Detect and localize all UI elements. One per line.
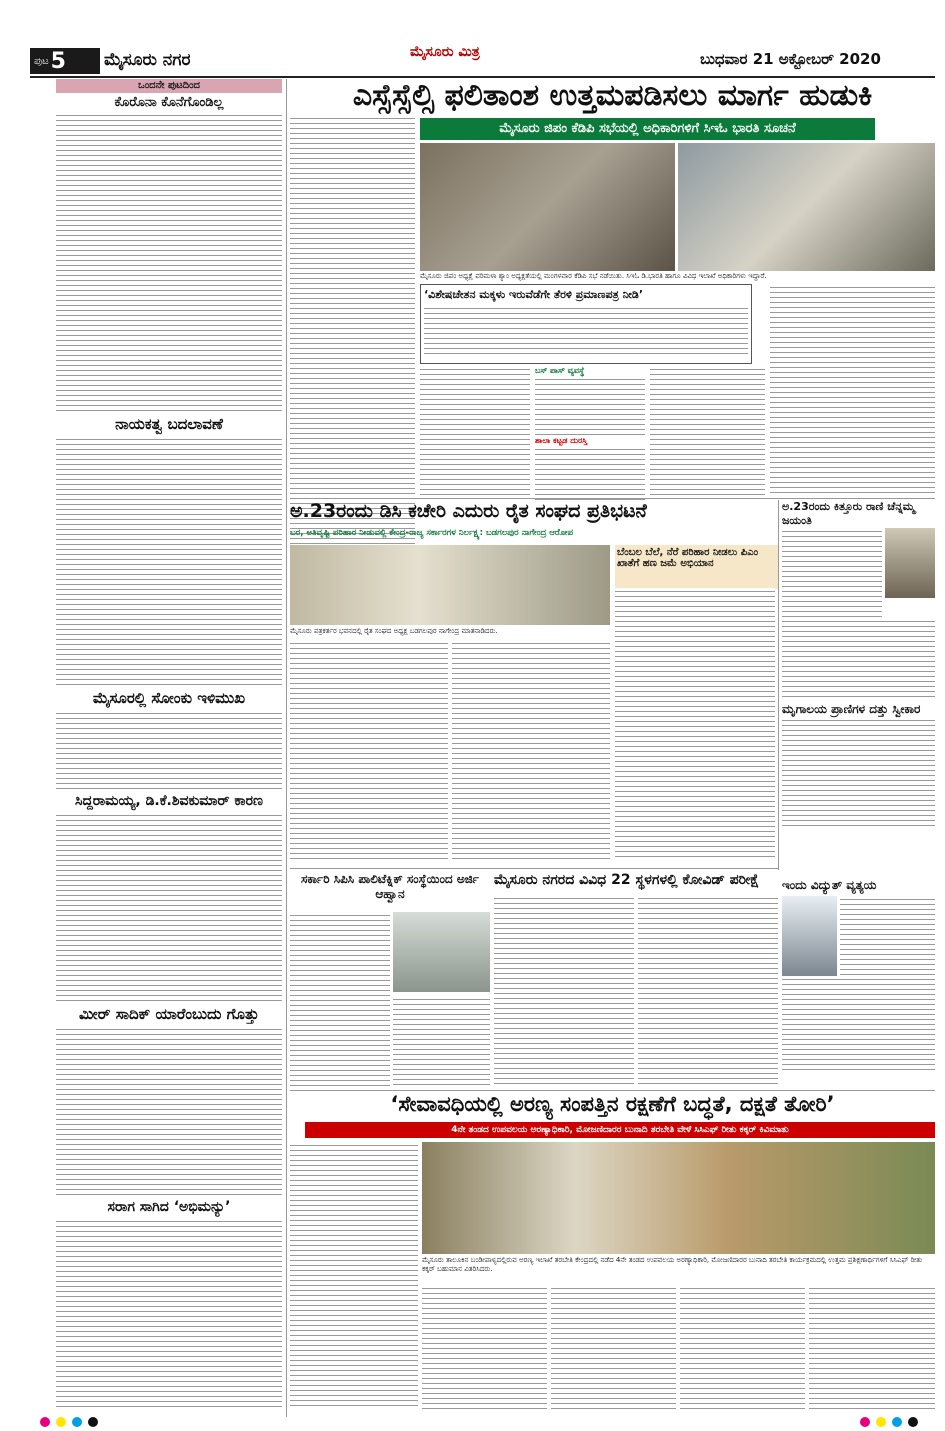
continued-label: ಒಂದನೇ ಪುಟದಿಂದ [56, 79, 282, 93]
forest-text-col1 [290, 1142, 418, 1410]
corona-headline: ಕೊರೊನಾ ಕೊನೆಗೊಂಡಿಲ್ಲ [114, 95, 224, 110]
page-prefix: ಪುಟ [34, 55, 49, 67]
polytechnic-divider [290, 868, 778, 869]
school-repair-text [535, 446, 645, 501]
chennamma-text [782, 528, 882, 618]
forest-subhead: 4ನೇ ತಂಡದ ಉಪವಲಯ ಅರಣ್ಯಾಧಿಕಾರಿ, ಮೋಜಣಿದಾರರ ಬುನಾದಿ ತರಬೇತಿ ವೇಳೆ ಸಿಸಿಎಫ್ ರೀತು ಕಕ್ಕರ್ ಕಿವಿಮಾತು [305, 1122, 935, 1138]
school-repair-subhead: ಶಾಲಾ ಕಟ್ಟಡ ದುರಸ್ತಿ [535, 436, 588, 445]
leadership-headline: ನಾಯಕತ್ವ ಬದಲಾವಣೆ [115, 415, 223, 433]
paper-name: ಮೈಸೂರು ಮಿತ್ರ [410, 44, 480, 60]
leadership-article-text [56, 436, 282, 686]
infection-headline: ಮೈಸೂರಲ್ಲಿ ಸೋಂಕು ಇಳಿಮುಖ [92, 689, 246, 707]
forest-photo-caption: ಮೈಸೂರು ತಾಲೂಕಿನ ಬಂಡೀಪಾಳ್ಯದಲ್ಲಿರುವ ಅರಣ್ಯ ಇಲಾಖೆ ತರಬೇತಿ ಕೇಂದ್ರದಲ್ಲಿ ನಡೆದ 4ನೇ ತಂಡದ ಉಪವಲಯ ಅರಣ್ಯಾಧಿಕಾರಿ, ಮೋಜಣಿದಾರರ ಬುನಾದಿ ತರಬೇತಿ ಕಾರ್ಯಕ್ರಮದಲ್ಲಿ ಉತ್ತಮ ಪ್ರಶಿಕ್ಷಣಾರ್ಥಿಗಳಿಗೆ ಸಿಸಿಎಫ್ ರೀತು ಕಕ್ಕರ್ ಬಹುಮಾನ ವಿತರಿಸಿದರು. [422, 1256, 935, 1274]
section-title: ಮೈಸೂರು ನಗರ [104, 50, 191, 70]
zoo-headline: ಮೃಗಾಲಯ ಪ್ರಾಣಿಗಳ ದತ್ತು ಸ್ವೀಕಾರ [782, 702, 921, 716]
meeting-photo-1 [420, 143, 675, 271]
zoo-text [782, 717, 935, 827]
farmers-article-text-col2 [452, 640, 610, 860]
polytechnic-headline: ಸರ್ಕಾರಿ ಸಿಪಿಸಿ ಪಾಲಿಟೆಕ್ನಿಕ್ ಸಂಸ್ಥೆಯಿಂದ ಅರ್ಜಿ ಆಹ್ವಾನ [300, 872, 480, 901]
lead-headline: ಎಸ್ಸೆಸ್ಸೆಲ್ಸಿ ಫಲಿತಾಂಶ ಉತ್ತಮಪಡಿಸಲು ಮಾರ್ಗ ಹುಡುಕಿ [352, 78, 873, 113]
farmers-side-text [615, 588, 775, 860]
power-headline: ಇಂದು ವಿದ್ಯುತ್ ವ್ಯತ್ಯಯ [782, 878, 877, 892]
power-text-more [782, 976, 935, 1071]
right-column [782, 500, 935, 880]
chennamma-statue-photo [885, 528, 935, 598]
column-divider [286, 79, 287, 1417]
power-tower-photo [782, 896, 837, 976]
farmers-photo-caption: ಮೈಸೂರು ಪತ್ರಕರ್ತರ ಭವನದಲ್ಲಿ ರೈತ ಸಂಘದ ಅಧ್ಯಕ್ಷ ಬಡಗಲಪುರ ನಾಗೇಂದ್ರ ಮಾತನಾಡಿದರು. [290, 627, 610, 636]
mirsadiq-headline: ಮೀರ್ ಸಾದಿಕ್ ಯಾರೆಂಬುದು ಗೊತ್ತು [79, 1005, 259, 1023]
farmers-press-photo [290, 545, 610, 625]
forest-ceremony-photo [422, 1142, 935, 1254]
forest-text-col2 [422, 1285, 547, 1410]
farmers-article-text-col1 [290, 640, 448, 860]
covid-test-photo [393, 912, 490, 992]
chennamma-text-more [782, 618, 935, 698]
page-number: 5 [50, 48, 66, 74]
abhimanyu-headline: ಸರಾಗ ಸಾಗಿದ ‘ಅಭಿಮನ್ಯು’ [107, 1199, 231, 1215]
section-divider [290, 498, 935, 499]
covid-headline: ಮೈಸೂರು ನಗರದ ವಿವಿಧ 22 ಸ್ಥಳಗಳಲ್ಲಿ ಕೋವಿಡ್ ಪರೀಕ್ಷೆ [494, 872, 760, 888]
lead-subhead: ಮೈಸೂರು ಜಿಪಂ ಕೆಡಿಪಿ ಸಭೆಯಲ್ಲಿ ಅಧಿಕಾರಿಗಳಿಗೆ ಸಿಇಓ ಭಾರತಿ ಸೂಚನೆ [420, 118, 875, 140]
right-divider [778, 500, 779, 870]
siddaramaiah-headline: ಸಿದ್ದರಾಮಯ್ಯ, ಡಿ.ಕೆ.ಶಿವಕುಮಾರ್ ಕಾರಣ [75, 793, 263, 809]
bus-pass-subhead: ಬಸ್ ಪಾಸ್ ವ್ಯವಸ್ಥೆ [535, 366, 585, 375]
farmers-side-head: ಬೆಂಬಲ ಬೆಲೆ, ನೆರೆ ಪರಿಹಾರ ನೀಡಲು ಪಿಎಂ ಖಾತೆಗೆ ಹಣ ಜಮೆ ಅಭಿಯಾನ [615, 545, 779, 589]
forest-text-col5 [809, 1285, 935, 1410]
lead-article-text-col5 [770, 284, 935, 496]
quote-body-text [424, 305, 748, 355]
infection-article-text [56, 710, 282, 790]
lead-article-text-col2 [420, 366, 530, 496]
forest-divider [290, 1090, 935, 1091]
registration-marks-right [860, 1412, 924, 1431]
lead-photo-caption: ಮೈಸೂರು ಜಿಪಂ ಅಧ್ಯಕ್ಷೆ ಪರಿಮಳಾ ಶ್ಯಾಂ ಅಧ್ಯಕ್ಷತೆಯಲ್ಲಿ ಮಂಗಳವಾರ ಕೆಡಿಪಿ ಸಭೆ ನಡೆಯಿತು. ಸಿಇಓ ಡಿ.ಭಾರತಿ ಹಾಗೂ ವಿವಿಧ ಇಲಾಖೆ ಅಧಿಕಾರಿಗಳು ಇದ್ದಾರೆ. [420, 272, 935, 281]
farmers-subhead: ಬರ, ಅತಿವೃಷ್ಟಿ ಪರಿಹಾರ ನೀಡುವಲ್ಲಿ ಕೇಂದ್ರ-ರಾಜ್ಯ ಸರ್ಕಾರಗಳ ನಿರ್ಲಕ್ಷ್ಯ: ಬಡಗಲಪುರ ನಾಗೇಂದ್ರ ಆರೋಪ [290, 528, 574, 538]
forest-headline: ‘ಸೇವಾವಧಿಯಲ್ಲಿ ಅರಣ್ಯ ಸಂಪತ್ತಿನ ರಕ್ಷಣೆಗೆ ಬದ್ಧತೆ, ದಕ್ಷತೆ ತೋರಿ’ [390, 1092, 835, 1116]
forest-text-col3 [551, 1285, 676, 1410]
forest-text-col4 [680, 1285, 805, 1410]
polytechnic-text-col1 [290, 912, 390, 1087]
chennamma-headline: ಅ.23ರಂದು ಕಿತ್ತೂರು ರಾಣಿ ಚೆನ್ನಮ್ಮ ಜಯಂತಿ [782, 500, 915, 527]
abhimanyu-article-text [56, 1218, 282, 1408]
quote-text: ‘ವಿಶೇಷಚೇತನ ಮಕ್ಕಳು ಇರುವೆಡೆಗೇ ತೆರಳಿ ಪ್ರಮಾಣಪತ್ರ ನೀಡಿ’ [424, 288, 644, 301]
covid-text-col2 [638, 895, 778, 1087]
registration-marks-left [40, 1412, 104, 1431]
page-number-box [30, 48, 100, 74]
lead-article-col3 [535, 366, 645, 496]
corona-article-text [56, 112, 282, 412]
mirsadiq-article-text [56, 1026, 282, 1196]
power-text [840, 896, 935, 976]
covid-text-col1 [494, 895, 634, 1087]
issue-date: ಬುಧವಾರ 21 ಅಕ್ಟೋಬರ್ 2020 [700, 50, 881, 68]
lead-article-text-col4 [650, 366, 765, 496]
farmers-headline: ಅ.23ರಂದು ಡಿಸಿ ಕಚೇರಿ ಎದುರು ರೈತ ಸಂಘದ ಪ್ರತಿಭಟನೆ [290, 500, 647, 522]
quote-box [420, 284, 752, 364]
polytechnic-text-col2 [393, 996, 490, 1087]
power-cut-box [782, 878, 935, 1078]
siddaramaiah-article-text [56, 812, 282, 1002]
bus-pass-text [535, 376, 645, 436]
meeting-photo-2 [678, 143, 935, 271]
left-column [56, 79, 282, 1417]
